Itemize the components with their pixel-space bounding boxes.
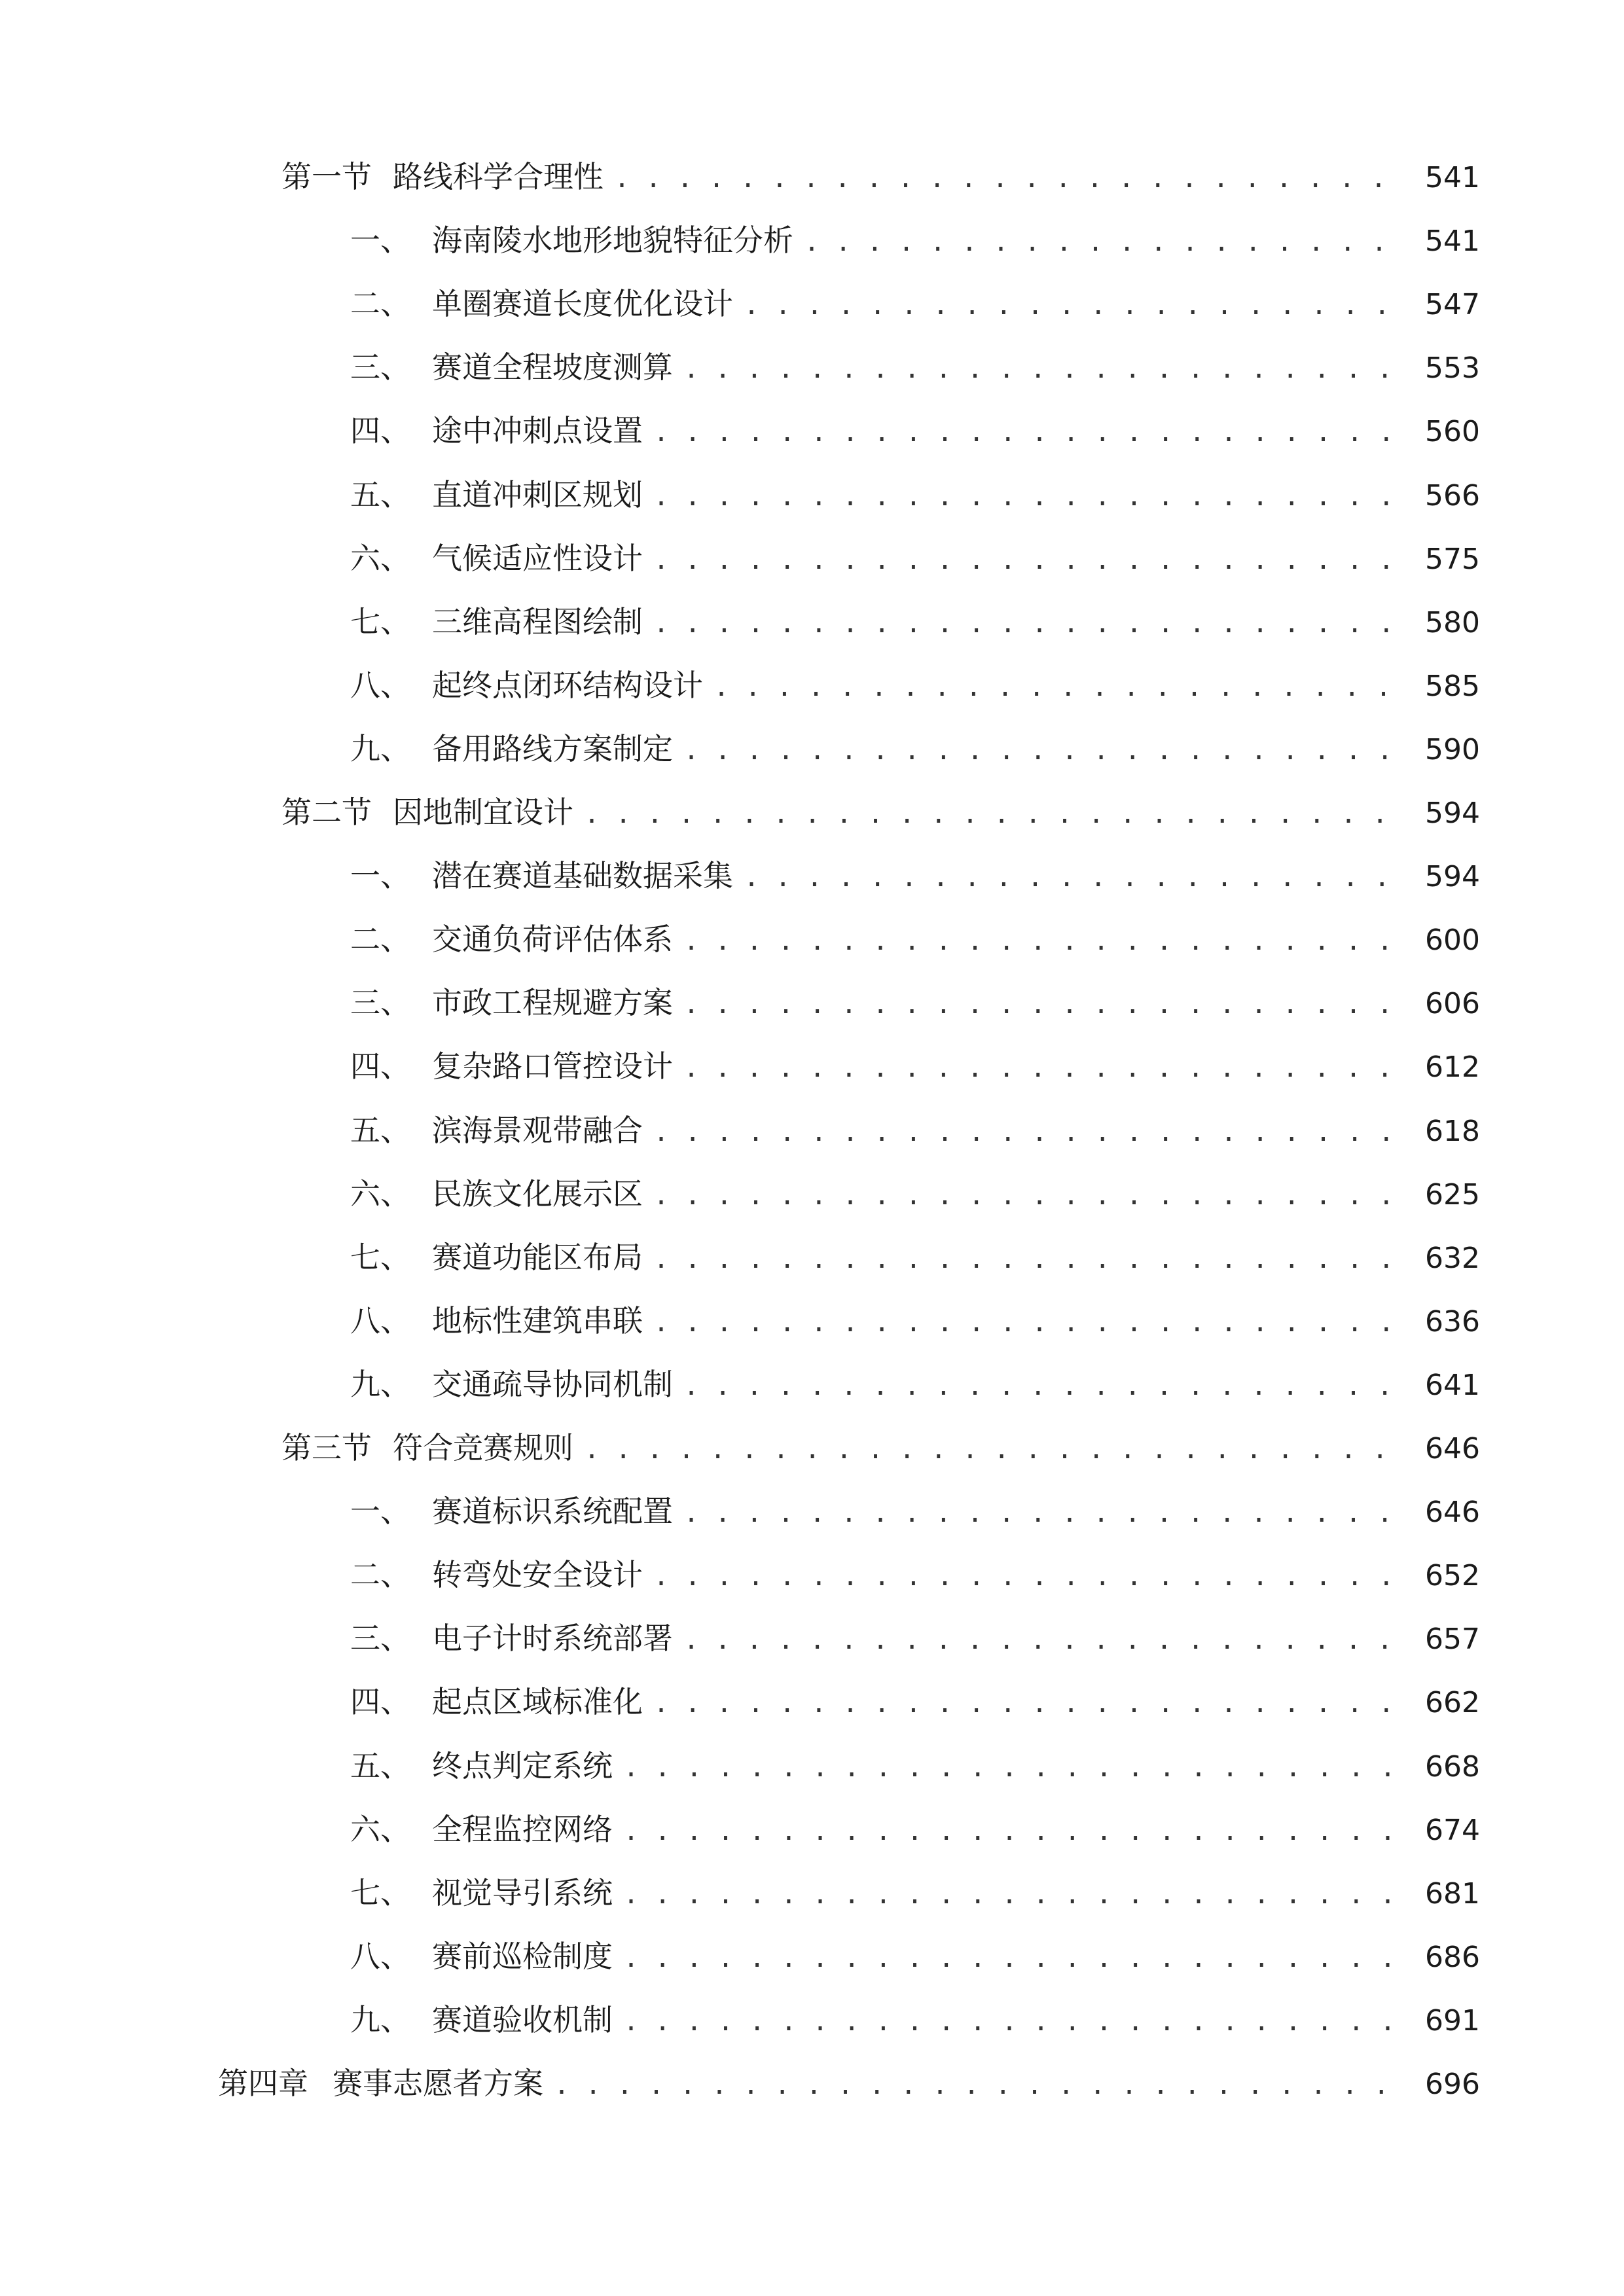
toc-entry-number: 一、 [350, 858, 410, 893]
toc-entry-item[interactable] [350, 1670, 1480, 1733]
toc-entry-item[interactable] [350, 1798, 1480, 1861]
toc-entry-item[interactable] [350, 1734, 1480, 1797]
toc-entry-item[interactable] [350, 1607, 1480, 1670]
toc-entry-number: 四、 [350, 413, 410, 448]
toc-entry-number: 九、 [350, 1367, 410, 1402]
toc-entry-number: 四、 [350, 1684, 410, 1719]
toc-dot-leader [653, 529, 1408, 590]
toc-dot-leader [623, 1800, 1408, 1861]
toc-entry-item[interactable] [350, 1988, 1480, 2051]
toc-entry-page-number: 580 [1425, 606, 1480, 639]
toc-entry-title: 气候适应性设计 [432, 541, 643, 576]
toc-dot-leader [653, 465, 1408, 526]
toc-dot-leader [623, 1863, 1408, 1924]
toc-entry-number: 第四章 [218, 2066, 308, 2101]
toc-dot-leader [744, 274, 1408, 335]
toc-entry-page-number: 636 [1425, 1305, 1480, 1338]
toc-dot-leader [683, 1355, 1408, 1416]
toc-entry-number: 二、 [350, 922, 410, 957]
toc-entry-item[interactable] [350, 654, 1480, 717]
toc-entry-item[interactable] [350, 971, 1480, 1034]
toc-dot-leader [683, 910, 1408, 971]
toc-entry-title: 复杂路口管控设计 [432, 1049, 673, 1084]
toc-entry-item[interactable] [350, 1035, 1480, 1098]
toc-entry-item[interactable] [350, 527, 1480, 590]
toc-entry-page-number: 547 [1425, 288, 1480, 321]
toc-entry-section[interactable] [281, 145, 1480, 208]
toc-entry-title: 赛道标识系统配置 [432, 1494, 673, 1529]
toc-entry-page-number: 691 [1425, 2004, 1480, 2037]
toc-entry-page-number: 590 [1425, 733, 1480, 766]
toc-dot-leader [554, 2054, 1408, 2115]
toc-entry-page-number: 585 [1425, 670, 1480, 703]
toc-entry-page-number: 600 [1425, 924, 1480, 957]
toc-entry-page-number: 657 [1425, 1623, 1480, 1656]
toc-entry-title: 赛事志愿者方案 [333, 2066, 543, 2101]
toc-entry-number: 八、 [350, 1939, 410, 1974]
toc-entry-page-number: 681 [1425, 1877, 1480, 1910]
toc-entry-number: 五、 [350, 1113, 410, 1148]
toc-entry-page-number: 625 [1425, 1178, 1480, 1211]
toc-entry-number: 七、 [350, 1875, 410, 1910]
toc-entry-section[interactable] [281, 1416, 1480, 1479]
toc-dot-leader [683, 973, 1408, 1034]
toc-entry-page-number: 632 [1425, 1242, 1480, 1275]
toc-entry-page-number: 594 [1425, 797, 1480, 830]
toc-entry-page-number: 668 [1425, 1750, 1480, 1784]
toc-entry-title: 途中冲刺点设置 [432, 413, 643, 448]
toc-entry-page-number: 560 [1425, 415, 1480, 448]
toc-entry-title: 赛道功能区布局 [432, 1240, 643, 1275]
toc-entry-page-number: 674 [1425, 1814, 1480, 1847]
toc-entry-title: 电子计时系统部署 [432, 1621, 673, 1656]
toc-dot-leader [683, 338, 1408, 399]
toc-dot-leader [623, 1927, 1408, 1988]
toc-entry-number: 六、 [350, 541, 410, 576]
toc-entry-title: 赛前巡检制度 [432, 1939, 613, 1974]
toc-entry-title: 交通负荷评估体系 [432, 922, 673, 957]
toc-dot-leader [683, 719, 1408, 780]
toc-entry-page-number: 646 [1425, 1432, 1480, 1465]
toc-dot-leader [653, 1101, 1408, 1162]
toc-entry-item[interactable] [350, 1226, 1480, 1289]
toc-dot-leader [653, 1164, 1408, 1225]
toc-entry-number: 七、 [350, 1240, 410, 1275]
toc-entry-number: 九、 [350, 731, 410, 766]
toc-entry-number: 五、 [350, 477, 410, 512]
toc-entry-number: 二、 [350, 286, 410, 321]
toc-entry-number: 六、 [350, 1176, 410, 1211]
toc-entry-item[interactable] [350, 1543, 1480, 1606]
toc-entry-page-number: 686 [1425, 1941, 1480, 1974]
toc-entry-title: 符合竞赛规则 [393, 1430, 573, 1465]
toc-entry-title: 起点区域标准化 [432, 1684, 643, 1719]
toc-entry-page-number: 553 [1425, 351, 1480, 385]
toc-entry-page-number: 612 [1425, 1050, 1480, 1084]
toc-entry-page-number: 541 [1425, 161, 1480, 194]
toc-entry-item[interactable] [350, 1480, 1480, 1543]
toc-dot-leader [653, 401, 1408, 462]
toc-dot-leader [744, 846, 1408, 907]
toc-entry-item[interactable] [350, 1289, 1480, 1352]
toc-entry-title: 赛道全程坡度测算 [432, 350, 673, 385]
toc-dot-leader [614, 147, 1408, 208]
toc-entry-item[interactable] [350, 209, 1480, 272]
toc-dot-leader [713, 656, 1408, 717]
toc-entry-page-number: 662 [1425, 1686, 1480, 1719]
toc-entry-title: 全程监控网络 [432, 1812, 613, 1847]
toc-entry-chapter[interactable] [218, 2052, 1480, 2115]
toc-entry-page-number: 606 [1425, 987, 1480, 1020]
toc-dot-leader [683, 1482, 1408, 1543]
toc-dot-leader [623, 1990, 1408, 2051]
toc-entry-title: 地标性建筑串联 [432, 1303, 643, 1338]
toc-entry-title: 直道冲刺区规划 [432, 477, 643, 512]
toc-entry-title: 滨海景观带融合 [432, 1113, 643, 1148]
toc-entry-page-number: 594 [1425, 860, 1480, 893]
toc-entry-number: 七、 [350, 604, 410, 639]
toc-dot-leader [804, 211, 1408, 272]
toc-entry-page-number: 652 [1425, 1559, 1480, 1592]
toc-entry-section[interactable] [281, 781, 1480, 844]
toc-entry-page-number: 646 [1425, 1496, 1480, 1529]
toc-entry-title: 因地制宜设计 [393, 795, 573, 830]
toc-entry-page-number: 575 [1425, 543, 1480, 576]
toc-entry-number: 三、 [350, 350, 410, 385]
toc-entry-item[interactable] [350, 463, 1480, 526]
toc-entry-page-number: 618 [1425, 1115, 1480, 1148]
toc-dot-leader [623, 1736, 1408, 1797]
toc-entry-page-number: 541 [1425, 224, 1480, 258]
toc-entry-item[interactable] [350, 399, 1480, 462]
toc-dot-leader [653, 1545, 1408, 1606]
toc-entry-number: 第二节 [281, 795, 372, 830]
toc-entry-title: 交通疏导协同机制 [432, 1367, 673, 1402]
toc-entry-item[interactable] [350, 1861, 1480, 1924]
toc-entry-title: 终点判定系统 [432, 1748, 613, 1784]
toc-entry-title: 市政工程规避方案 [432, 985, 673, 1020]
toc-dot-leader [653, 1291, 1408, 1352]
toc-entry-title: 民族文化展示区 [432, 1176, 643, 1211]
toc-dot-leader [653, 1228, 1408, 1289]
toc-dot-leader [584, 783, 1408, 844]
toc-dot-leader [653, 592, 1408, 653]
toc-entry-number: 第三节 [281, 1430, 372, 1465]
toc-entry-number: 一、 [350, 1494, 410, 1529]
toc-entry-title: 路线科学合理性 [393, 159, 604, 194]
toc-entry-item[interactable] [350, 717, 1480, 780]
toc-entry-page-number: 566 [1425, 479, 1480, 512]
toc-entry-title: 海南陵水地形地貌特征分析 [432, 223, 793, 258]
toc-entry-number: 八、 [350, 1303, 410, 1338]
toc-entry-title: 单圈赛道长度优化设计 [432, 286, 733, 321]
toc-entry-item[interactable] [350, 336, 1480, 399]
toc-entry-number: 六、 [350, 1812, 410, 1847]
toc-entry-title: 赛道验收机制 [432, 2002, 613, 2037]
toc-entry-number: 五、 [350, 1748, 410, 1784]
toc-entry-title: 备用路线方案制定 [432, 731, 673, 766]
toc-entry-title: 转弯处安全设计 [432, 1557, 643, 1592]
toc-dot-leader [584, 1418, 1408, 1479]
toc-entry-number: 第一节 [281, 159, 372, 194]
toc-entry-number: 八、 [350, 668, 410, 703]
toc-entry-number: 三、 [350, 985, 410, 1020]
toc-entry-number: 九、 [350, 2002, 410, 2037]
toc-dot-leader [683, 1609, 1408, 1670]
toc-entry-number: 二、 [350, 1557, 410, 1592]
toc-entry-title: 起终点闭环结构设计 [432, 668, 703, 703]
toc-entry-title: 三维高程图绘制 [432, 604, 643, 639]
toc-entry-number: 四、 [350, 1049, 410, 1084]
toc-entry-item[interactable] [350, 590, 1480, 653]
toc-entry-number: 一、 [350, 223, 410, 258]
toc-entry-item[interactable] [350, 1162, 1480, 1225]
toc-entry-item[interactable] [350, 272, 1480, 335]
toc-entry-title: 视觉导引系统 [432, 1875, 613, 1910]
toc-entry-title: 潜在赛道基础数据采集 [432, 858, 733, 893]
toc-entry-page-number: 696 [1425, 2068, 1480, 2101]
toc-dot-leader [683, 1037, 1408, 1098]
toc-entry-item[interactable] [350, 1925, 1480, 1988]
toc-entry-item[interactable] [350, 1353, 1480, 1416]
toc-entry-page-number: 641 [1425, 1369, 1480, 1402]
toc-entry-item[interactable] [350, 908, 1480, 971]
toc-entry-item[interactable] [350, 844, 1480, 907]
toc-dot-leader [653, 1672, 1408, 1733]
toc-entry-number: 三、 [350, 1621, 410, 1656]
toc-entry-item[interactable] [350, 1099, 1480, 1162]
